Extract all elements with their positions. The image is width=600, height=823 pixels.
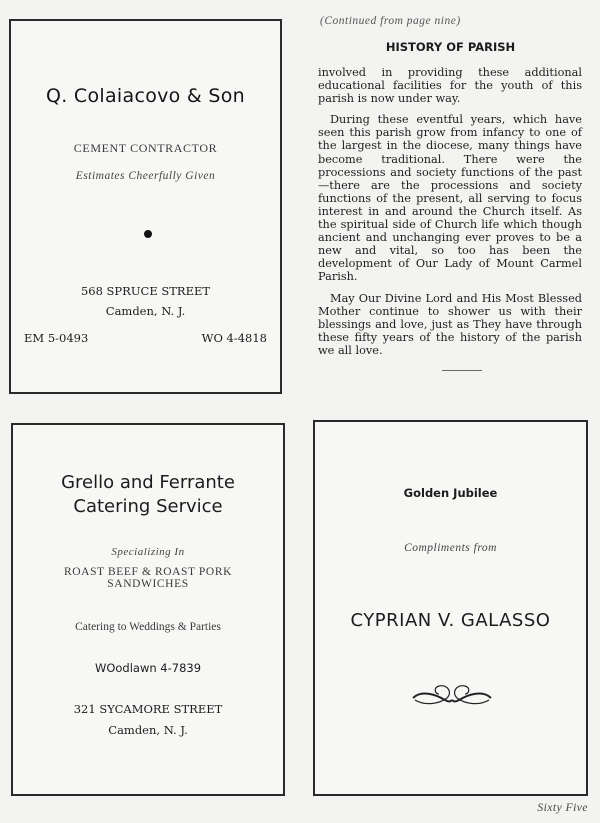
ad-compliments: Compliments from [404,542,497,554]
ad-address: 568 SPRUCE STREET [80,284,211,298]
ad-phone-left: EM 5-0493 [24,331,89,345]
ad-catering: Catering to Weddings & Parties [75,621,221,633]
flourish-ornament-icon [409,680,495,708]
bullet-dot [144,230,152,238]
section-divider [442,370,482,371]
ad-items-line2: SANDWICHES [107,578,189,590]
ad-galasso [313,420,588,796]
ad-business-name: Q. Colaiacovo & Son [45,85,246,107]
ad-trade: CEMENT CONTRACTOR [73,141,218,155]
ad-grello-ferrante [11,423,285,796]
ad-business-name-line2: Catering Service [73,496,223,517]
ad-items-line1: ROAST BEEF & ROAST PORK [63,566,233,578]
ad-person-name: CYPRIAN V. GALASSO [350,610,551,631]
article-paragraph: During these eventful years, which have seen this parish grow from infancy to one of the largest in the diocese, many things have become traditional. There were the processions and society functions of the past—there are the processions and society functions of the present, all serving to focus interest in and around the Church itself. As the spiritual side of Church life which though ancient and unchanging ever proves to be a new and vital, so too has been the development of Our Lady of Mount Carmel Parish. [318,113,582,284]
ad-phone-right: WO 4-4818 [201,331,267,345]
ad-tagline: Estimates Cheerfully Given [75,170,216,182]
ad-colaiacovo [9,19,282,394]
ad-specializing: Specializing In [111,546,185,558]
article-paragraph: involved in providing these additional educational facilities for the youth of this parish is now under way. [318,66,582,106]
ad-city: Camden, N. J. [108,723,188,737]
ad-business-name-line1: Grello and Ferrante [61,472,235,493]
continued-note: (Continued from page nine) [320,15,461,27]
article-title: HISTORY OF PARISH [385,40,516,54]
ad-heading: Golden Jubilee [403,486,498,500]
ad-phone: WOodlawn 4-7839 [94,661,202,675]
ad-address: 321 SYCAMORE STREET [73,702,223,716]
ad-city: Camden, N. J. [105,304,186,318]
page-number: Sixty Five [537,802,588,814]
article-paragraph: May Our Divine Lord and His Most Blessed Mother continue to shower us with their blessings and love, just as They have through these fifty years of the history of the parish we all love. [318,291,582,357]
